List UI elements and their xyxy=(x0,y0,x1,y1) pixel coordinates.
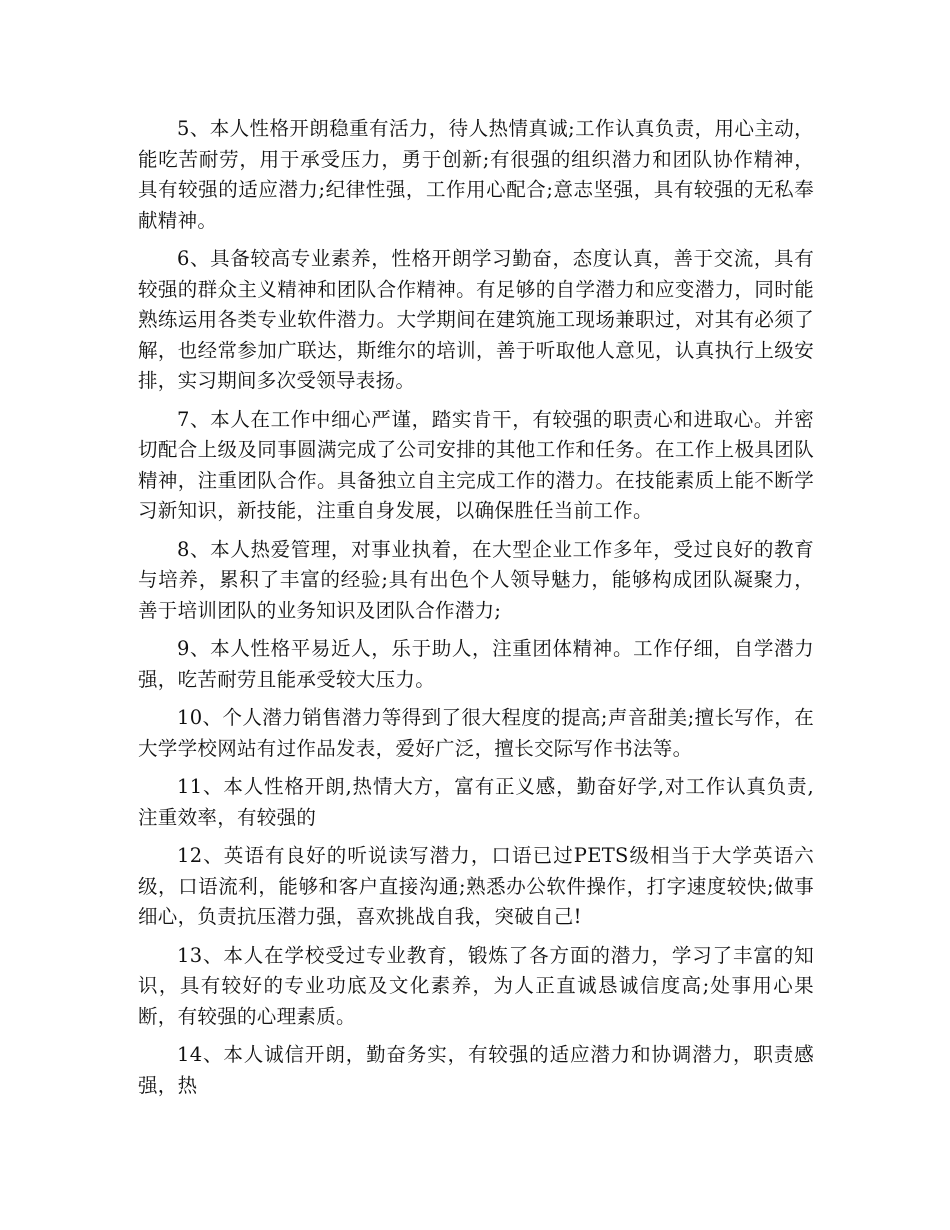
paragraph-9: 9、本人性格平易近人，乐于助人，注重团体精神。工作仔细，自学潜力强，吃苦耐劳且能承受较大压力。 xyxy=(138,637,814,691)
document-body xyxy=(138,114,814,1109)
paragraph-5: 5、本人性格开朗稳重有活力，待人热情真诚;工作认真负责，用心主动，能吃苦耐劳，用于承受压力，勇于创新;有很强的组织潜力和团队协作精神，具有较强的适应潜力;纪律性强，工作用心配合;意志坚强，具有较强的无私奉献精神。 xyxy=(138,117,814,232)
paragraph-13: 13、本人在学校受过专业教育，锻炼了各方面的潜力，学习了丰富的知识，具有较好的专业功底及文化素养，为人正直诚恳诚信度高;处事用心果断，有较强的心理素质。 xyxy=(138,943,814,1028)
paragraph-8: 8、本人热爱管理，对事业执着，在大型企业工作多年，受过良好的教育与培养，累积了丰富的经验;具有出色个人领导魅力，能够构成团队凝聚力，善于培训团队的业务知识及团队合作潜力; xyxy=(138,537,814,622)
paragraph-11: 11、本人性格开朗,热情大方，富有正义感，勤奋好学,对工作认真负责,注重效率，有较强的 xyxy=(138,775,814,829)
paragraph-6: 6、具备较高专业素养，性格开朗学习勤奋，态度认真，善于交流，具有较强的群众主义精神和团队合作精神。有足够的自学潜力和应变潜力，同时能熟练运用各类专业软件潜力。大学期间在建筑施工现场兼职过，对其有必须了解，也经常参加广联达，斯维尔的培训，善于听取他人意见，认真执行上级安排，实习期间多次受领导表扬。 xyxy=(138,247,814,392)
paragraph-12: 12、英语有良好的听说读写潜力，口语已过PETS级相当于大学英语六级，口语流利，能够和客户直接沟通;熟悉办公软件操作，打字速度较快;做事细心，负责抗压潜力强，喜欢挑战自我，突破自己! xyxy=(138,844,814,928)
paragraph-7: 7、本人在工作中细心严谨，踏实肯干，有较强的职责心和进取心。并密切配合上级及同事圆满完成了公司安排的其他工作和任务。在工作上极具团队精神，注重团队合作。具备独立自主完成工作的潜力。在技能素质上能不断学习新知识，新技能，注重自身发展，以确保胜任当前工作。 xyxy=(138,407,814,522)
paragraph-14: 14、本人诚信开朗，勤奋务实，有较强的适应潜力和协调潜力，职责感强，热 xyxy=(138,1043,814,1097)
paragraph-10: 10、个人潜力销售潜力等得到了很大程度的提高;声音甜美;擅长写作，在大学学校网站有过作品发表，爱好广泛，擅长交际写作书法等。 xyxy=(138,706,814,760)
